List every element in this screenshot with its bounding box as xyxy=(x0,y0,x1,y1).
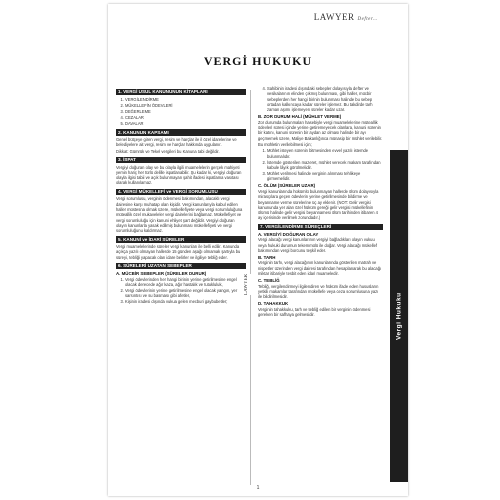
paragraph: Vergiyi doğuran olay ve bu olayla ilgili muamelelerin gerçek mahiyeti yemin hariç her türlü delille ispatlanabilir. Şu kadar ki, vergiyi doğuran olayla ilgisi tabii ve açık bulunmayan şahit ifadesi ispatlama vasıtası olarak kullanılamaz. xyxy=(116,164,242,186)
chapter-tab xyxy=(390,150,408,482)
subheading: A. VERGİYİ DOĞURAN OLAY xyxy=(258,231,319,237)
paragraph: Tebliğ, vergilendirmeyi ilgilendiren ve hüküm ifade eden hususların yetkili makamlar tarafından mükellefe veya ceza sorumlusuna yazı ile bildirilmesidir. xyxy=(258,283,379,300)
spine-brand: LAWYER xyxy=(244,274,256,295)
list-item: 2. Vergi ödevlerinin yerine getirilmesine engel olacak yangın, yer sarsıntısı ve su basması gibi afetler, xyxy=(125,288,246,299)
paragraph: Bu mühletin verilebilmesi için; xyxy=(258,141,312,147)
condition-list xyxy=(258,148,383,181)
chapter-tab-label: Vergi Hukuku xyxy=(395,292,403,340)
list-item: 1. VERGİLENDİRME xyxy=(125,97,246,102)
section-heading: 5. KANUNİ ve İDARİ SÜRELER xyxy=(116,236,246,242)
paragraph: Vergi sorumlusu, verginin ödenmesi bakımından, alacaklı vergi dairesine karşı muhatap olan kişidir. Vergi kanunlarıyla kabul edilen haller müstesna olmak üzere, mükellefiyete veya vergi sorumluluğuna müteallik özel mukaveleler vergi dairelerini bağlamaz. Mükellefiyet ve vergi sorumluluğu için kanuni ehliyet şart değildir. Vergiyi doğuran olayın kanunlarla yasak edilmiş bulunması mükellefiyeti ve vergi sorumluluğunu kaldırmaz. xyxy=(116,196,243,234)
subheading: C. ÖLÜM (SÜRELER UZAR) xyxy=(258,183,316,189)
book-list xyxy=(116,97,246,127)
subheading: D. TAHAKKUK xyxy=(258,301,289,307)
brand-tagline: Defter... xyxy=(357,17,378,22)
page-title: VERGİ HUKUKU xyxy=(203,54,313,68)
subheading: C. TEBLİĞ xyxy=(258,277,280,283)
reason-list-continued xyxy=(258,86,383,112)
brand-name: LAWYER xyxy=(313,12,355,22)
section-heading: 1. VERGİ USUL KANUNUNUN KİTAPLARI xyxy=(116,89,246,95)
paragraph: Zor durumda bulunmaları hasebiyle vergi muamelelerine müteallik ödevleri süresi içinde yerine getiremeyecek olanlara, kanuni sürenin bir katını, kanuni sürenin bir aydan az olması halinde bir ayı geçmemek üzere, Maliye Bakanlığınca münasip bir mühlet verilebilir. xyxy=(258,119,383,141)
subheading: B. ZOR DURUM HALİ (MÜHLET VERME) xyxy=(258,113,342,119)
paragraph: Vergi muamelelerinde süreler vergi kanunları ile belli edilir. Kanunda açıkça yazılı olmayan hallerde 15 günden aşağı olmamak şartıyla bu süreyi, tebliği yapacak olan idare belirler ve ilgiliye tebliğ eder. xyxy=(116,244,241,260)
paragraph: Vergi kanunlarında hükümlü bulunmayan hallerde ölüm dolayısıyla mirasçılara geçen ödevlerin yerine getirilmesinde bildirme ve beyanname verme sürelerine üç ay eklenir. (NOT: Gelir vergisi kanununda yer alan özel hüküm gereği gelir vergisi mükellefinin ölümü halinde gelir vergisi beyannamesi ölüm tarihinden itibaren 4 ay içerisinde verilmek zorundadır.) xyxy=(258,188,379,221)
left-column xyxy=(116,86,246,306)
document-page xyxy=(108,4,408,496)
list-item: 3. Kişinin iradesi dışında vukua gelen mecburi gaybubetler; xyxy=(125,299,246,304)
note: Dikkat: Gümrük ve Tekel vergileri bu Kanuna tabi değildir. xyxy=(116,148,220,154)
paragraph: Genel bütçeye giren vergi, resim ve harçlar ile il özel idarelerine ve belediyelere ait vergi, resim ve harçlar hakkında uygulanır. xyxy=(116,137,237,148)
section-heading: 4. VERGİ MÜKELLEFİ ve VERGİ SORUMLUSU xyxy=(116,189,246,195)
list-item: 3. DEĞERLEME xyxy=(125,109,246,114)
paragraph: Vergi alacağı vergi kanunlarının vergiyi bağladıkları olayın vukuu veya hukuki durumun tekemmülü ile doğar. Vergi alacağı mükellef bakımından vergi borcunu teşkil eder. xyxy=(258,237,378,253)
list-item: 4. CEZALAR xyxy=(125,115,246,120)
reason-list xyxy=(116,277,246,305)
list-item: 1. Vergi ödevlerinden her hangi birinin yerine getirilmesine engel olacak derecede ağır kaza, ağır hastalık ve tutukluluk, xyxy=(125,277,246,288)
paragraph: Verginin tahakkuku, tarh ve tebliğ edilen bir verginin ödenmesi gereken bir safhaya gelmesidir. xyxy=(258,306,371,318)
list-item: 3. Mühlet verilmesi halinde verginin alınması tehlikeye girmemelidir. xyxy=(267,171,383,182)
section-heading: 3. İSPAT xyxy=(116,157,246,163)
list-item: 5. DAVALAR xyxy=(125,121,246,126)
section-heading: 7. VERGİLENDİRME SÜREÇLERİ xyxy=(258,224,383,230)
paragraph: Verginin tarhı, vergi alacağının kanunlarında gösterilen matrah ve nispetler üzerinden vergi dairesi tarafından hesaplanarak bu alacağı miktar itibariyle tesbit eden idari muameledir. xyxy=(258,260,382,277)
subheading: B. TARH xyxy=(258,254,276,260)
brand-logo xyxy=(314,12,378,22)
subheading: A. MÜCBİR SEBEPLER (SÜRELER DURUR) xyxy=(116,270,207,276)
list-item: 2. İstemde gösterilen mazeret, mühlet verecek makam tarafından kabule lâyık görülmelidir. xyxy=(267,160,383,171)
section-heading: 6. SÜRELERİ UZATAN SEBEPLER xyxy=(116,263,246,269)
list-item: 4. Sahibinin iradesi dışındaki sebepler dolayısıyla defter ve vesikalarının elinden çıkmış bulunması, gibi haller, mücbir sebeplerden her hangi birinin bulunması halinde bu sebep ortadan kalkıncaya kadar süreler işlemez. Bu takdirde tarh zaman aşımı işlemeyen süreler kadar uzar. xyxy=(267,86,383,112)
page-number: 1 xyxy=(256,485,260,491)
list-item: 1. Mühlet isteyen sürenin bitmesinden evvel yazılı istemde bulunmalıdır. xyxy=(267,148,383,159)
right-column xyxy=(258,86,383,318)
list-item: 2. MÜKELLEFİN ÖDEVLERİ xyxy=(125,103,246,108)
section-heading: 2. KANUNUN KAPSAMI xyxy=(116,129,246,135)
